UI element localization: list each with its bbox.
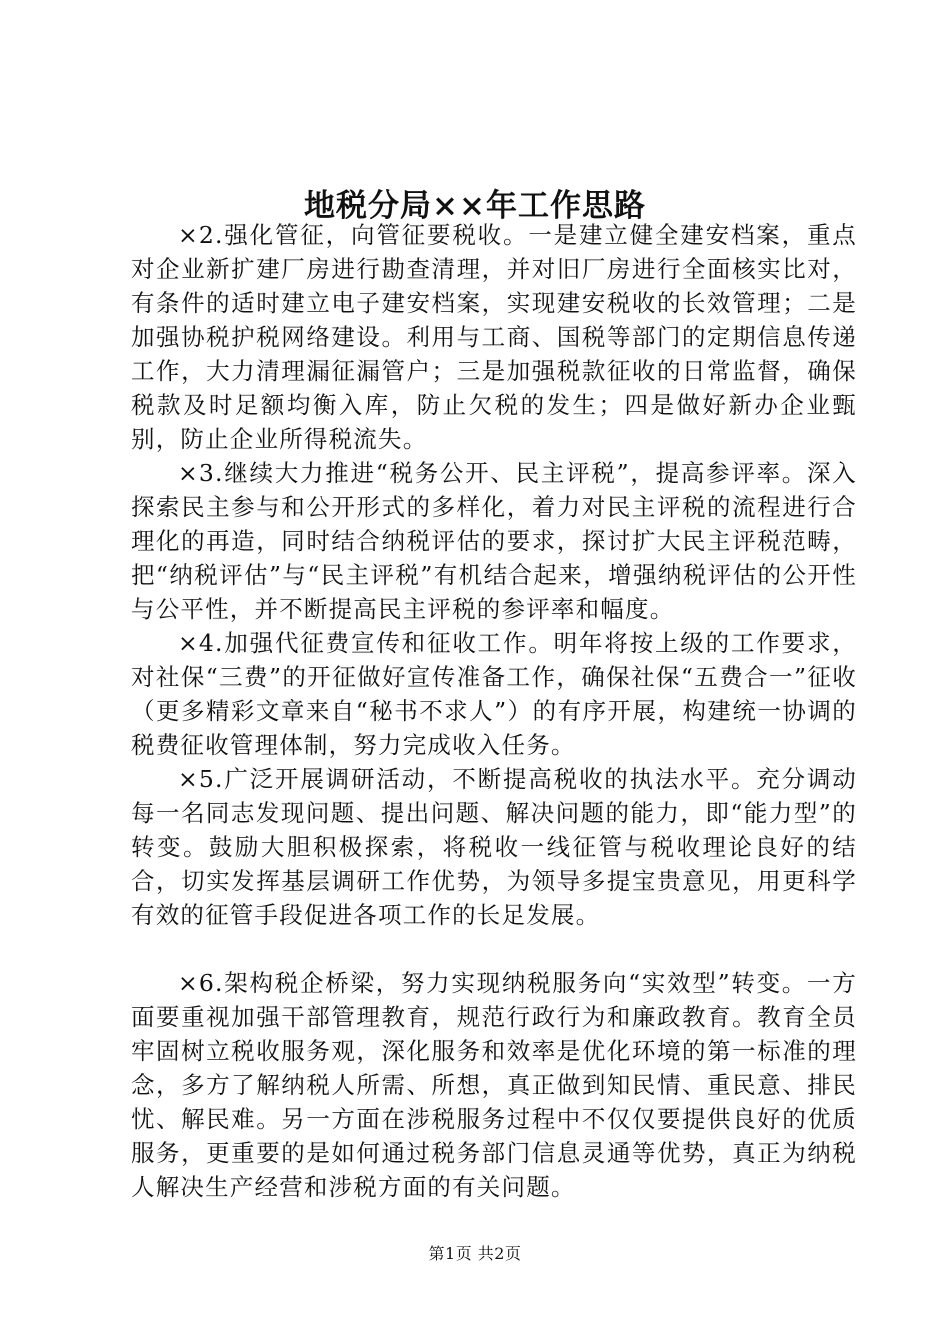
paragraph-3: ×3.继续大力推进“税务公开、民主评税”，提高参评率。深入探索民主参与和公开形式的多样化，着力对民主评税的流程进行合理化的再造，同时结合纳税评估的要求，探讨扩大民主评税范畴，把“纳税评估”与“民主评税”有机结合起来，增强纳税评估的公开性与公平性，并不断提高民主评税的参评率和幅度。 (131, 459, 857, 623)
paragraph-4: ×4.加强代征费宣传和征收工作。明年将按上级的工作要求，对社保“三费”的开征做好宣传准备工作，确保社保“五费合一”征收（更多精彩文章来自“秘书不求人”）的有序开展，构建统一协调的税费征收管理体制，努力完成收入任务。 (131, 629, 857, 759)
paragraph-6: ×6.架构税企桥梁，努力实现纳税服务向“实效型”转变。一方面要重视加强干部管理教育，规范行政行为和廉政教育。教育全员牢固树立税收服务观，深化服务和效率是优化环境的第一标准的理念，多方了解纳税人所需、所想，真正做到知民情、重民意、排民忧、解民难。另一方面在涉税服务过程中不仅仅要提供良好的优质服务，更重要的是如何通过税务部门信息灵通等优势，真正为纳税人解决生产经营和涉税方面的有关问题。 (131, 969, 857, 1201)
document-title: 地税分局××年工作思路 (304, 188, 646, 224)
paragraph-2: ×2.强化管征，向管征要税收。一是建立健全建安档案，重点对企业新扩建厂房进行勘查清理，并对旧厂房进行全面核实比对，有条件的适时建立电子建安档案，实现建安税收的长效管理；二是加强协税护税网络建设。利用与工商、国税等部门的定期信息传递工作，大力清理漏征漏管户；三是加强税款征收的日常监督，确保税款及时足额均衡入库，防止欠税的发生；四是做好新办企业甄别，防止企业所得税流失。 (131, 221, 857, 453)
paragraph-spacer (131, 932, 857, 966)
document-body (131, 218, 857, 1204)
page-number-footer: 第1页 共2页 (428, 1244, 522, 1263)
paragraph-5: ×5.广泛开展调研活动，不断提高税收的执法水平。充分调动每一名同志发现问题、提出问题、解决问题的能力，即“能力型”的转变。鼓励大胆积极探索，将税收一线征管与税收理论良好的结合，切实发挥基层调研工作优势，为领导多提宝贵意见，用更科学有效的征管手段促进各项工作的长足发展。 (131, 765, 857, 929)
